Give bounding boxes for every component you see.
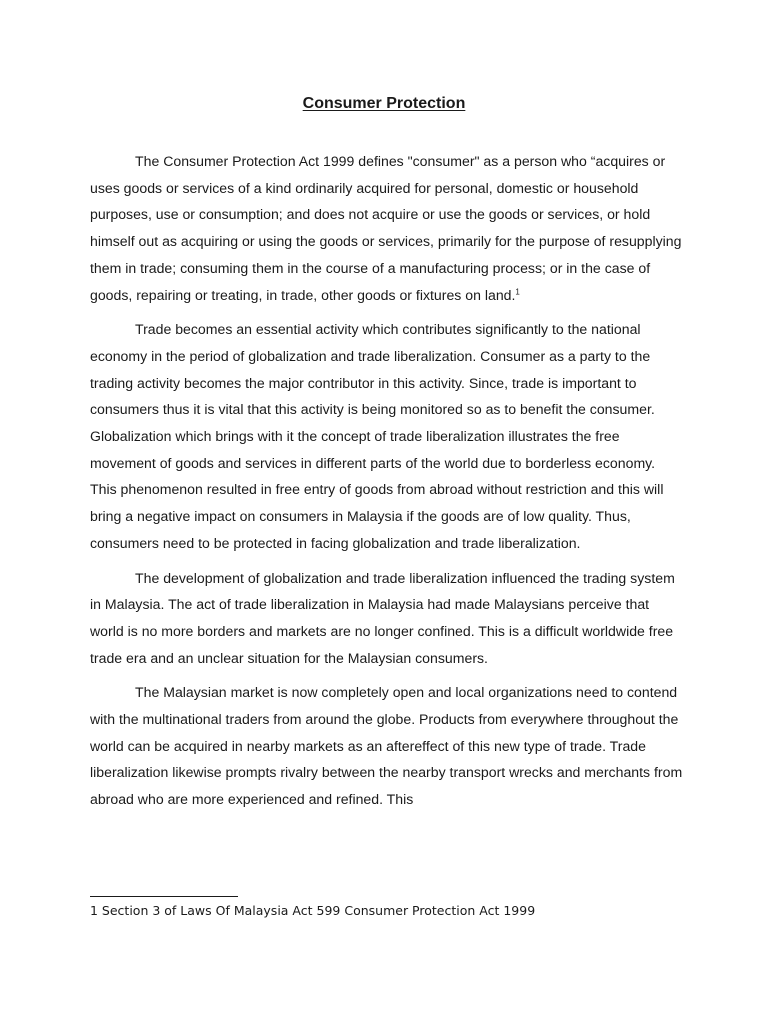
paragraph — [90, 316, 684, 556]
footnote-separator — [90, 896, 238, 897]
paragraph — [90, 565, 684, 672]
paragraph-text: The Malaysian market is now completely open and local organizations need to contend with the multinational traders from around the globe. Products from everywhere throughout the world can be acquired in nearby markets as an aftereffect of this new type of trade. Trade liberalization likewise prompts rivalry between the nearby transport wrecks and merchants from abroad who are more experienced and refined. This — [90, 684, 683, 808]
document-body — [90, 148, 684, 821]
paragraph — [90, 148, 684, 308]
footnote: 1 Section 3 of Laws Of Malaysia Act 599 Consumer Protection Act 1999 — [90, 903, 536, 918]
paragraph-text: The development of globalization and trade liberalization influenced the trading system in Malaysia. The act of trade liberalization in Malaysia had made Malaysians perceive that world is no more borders and markets are no longer confined. This is a difficult worldwide free trade era and an unclear situation for the Malaysian consumers. — [90, 569, 675, 666]
document-title: Consumer Protection — [302, 95, 466, 112]
paragraph-text: The Consumer Protection Act 1999 defines "consumer" as a person who “acquires or uses goods or services of a kind ordinarily acquired for personal, domestic or household purposes, use or consumption; and does not acquire or use the goods or services, or hold himself out as acquiring or using the goods or services, primarily for the purpose of resupplying them in trade; consuming them in the course of a manufacturing process; or in the case of goods, repairing or treating, in trade, other goods or fixtures on land. — [90, 153, 682, 303]
footnote-reference[interactable]: 1 — [515, 286, 520, 296]
paragraph-text: Trade becomes an essential activity which contributes significantly to the national economy in the period of globalization and trade liberalization. Consumer as a party to the trading activity becomes the major contributor in this activity. Since, trade is important to consumers thus it is vital that this activity is being monitored so as to benefit the consumer. Globalization which brings with it the concept of trade liberalization illustrates the free movement of goods and services in different parts of the world due to borderless economy. This phenomenon resulted in free entry of goods from abroad without restriction and this will bring a negative impact on consumers in Malaysia if the goods are of low quality. Thus, consumers need to be protected in facing globalization and trade liberalization. — [90, 321, 664, 551]
paragraph — [90, 679, 684, 813]
